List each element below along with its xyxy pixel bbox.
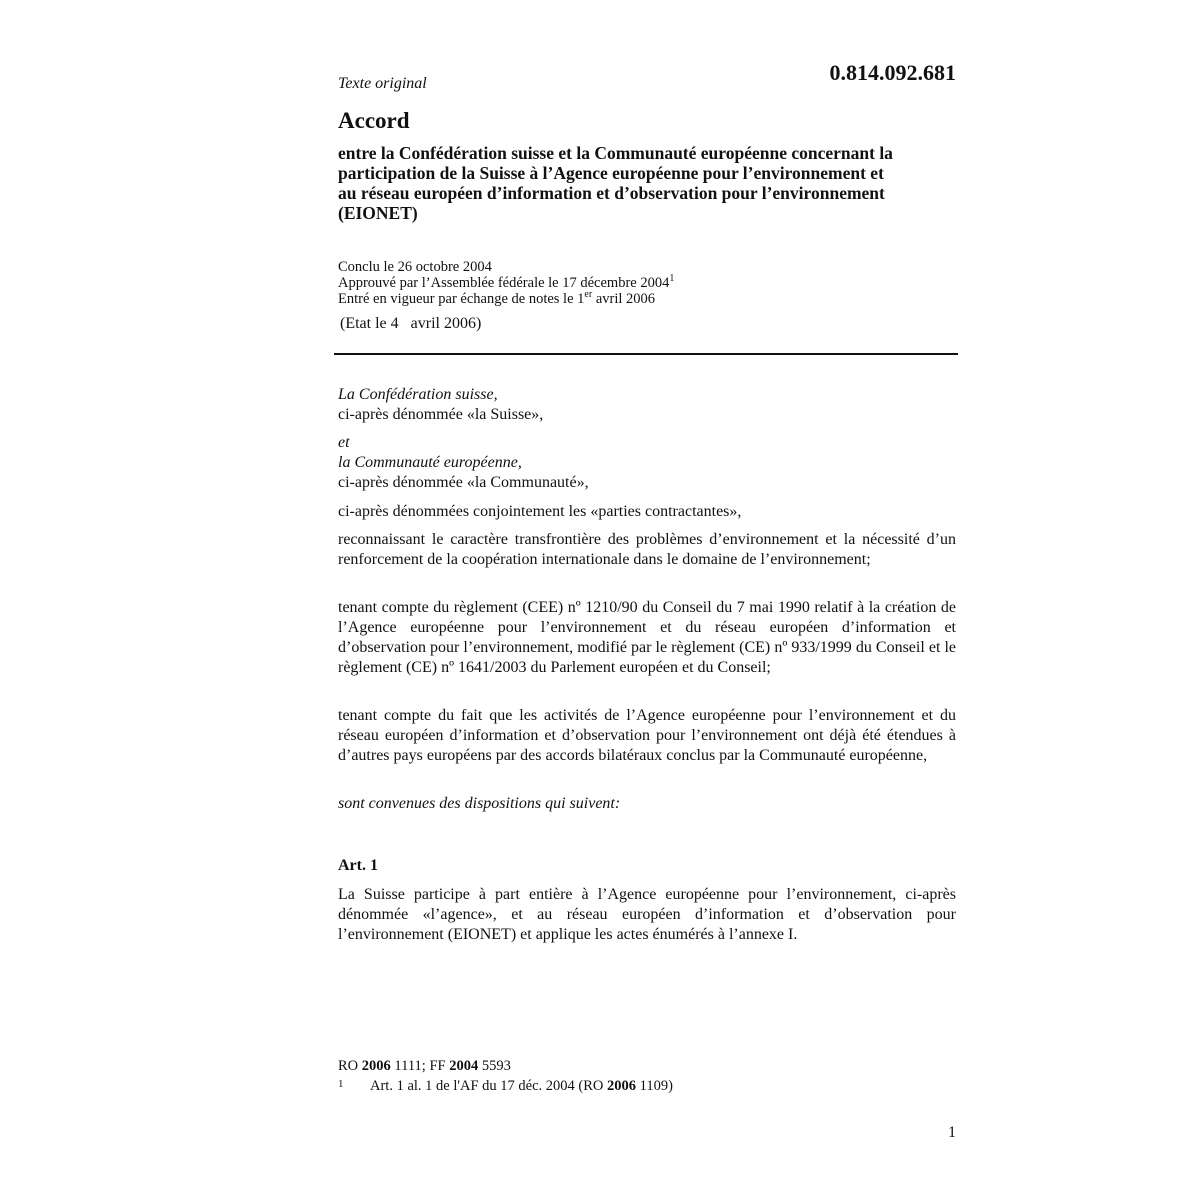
agreement-metadata [338,259,674,307]
recital-1: reconnaissant le caractère transfrontière des problèmes d’environnement et la nécessité d’un renforcement de la coopération internationale dans le domaine de l’environnement; [338,531,956,568]
status-date: (Etat le 4 avril 2006) [340,315,482,332]
footnote-number: 1 [338,1078,344,1090]
article-1-heading: Art. 1 [338,857,378,874]
footnote-1: 1 Art. 1 al. 1 de l'AF du 17 déc. 2004 (RO 2006 1109) [338,1078,673,1094]
recital-3: tenant compte du fait que les activités de l’Agence européenne pour l’environnement et du réseau européen d’information et d’observation pour l’environnement ont déjà été étendues à d’autres pays européens par des accords bilatéraux conclus par la Communauté européenne, [338,707,956,764]
agreement-title: Accord [338,108,410,133]
article-1-text: La Suisse participe à part entière à l’Agence européenne pour l’environnement, ci-après dénommée «l’agence», et au réseau européen d’information et d’observation pour l’environnement (EIONET) et applique les actes énumérés à l’annexe I. [338,886,956,943]
approval-date: Approuvé par l’Assemblée fédérale le 17 décembre 2004$^1$ [338,273,675,291]
conjunction: et [338,434,350,451]
party1-description: ci-après dénommée «la Suisse», [338,406,544,423]
jointly-clause: ci-après dénommées conjointement les «parties contractantes», [338,503,742,520]
entry-into-force: Entré en vigueur par échange de notes le 1er avril 2006 [338,289,656,307]
original-text-label: Texte original [338,75,427,92]
publication-reference: RO 2006 1111; FF 2004 5593 [338,1058,511,1074]
recital-2: tenant compte du règlement (CEE) nº 1210/90 du Conseil du 7 mai 1990 relatif à la création de l’Agence européenne pour l’environnement et du réseau européen d’information et d’observation pour l’environnement, modifié par le règlement (CE) nº 933/1999 du Conseil et le règlement (CE) nº 1641/2003 du Parlement européen et du Conseil; [338,599,956,676]
page-number: 1 [948,1124,956,1141]
party2-name: la Communauté européenne, [338,454,522,471]
document-number: 0.814.092.681 [829,60,956,85]
party2-description: ci-après dénommée «la Communauté», [338,474,589,491]
agreement-subtitle: entre la Confédération suisse et la Communauté européenne concernant la participation de la Suisse à l’Agence européenne pour l’environnement et au réseau européen d’information et d’observation pour l’environnement (EIONET) [338,143,893,223]
header-divider [334,353,958,355]
agreed-clause: sont convenues des dispositions qui suivent: [338,795,621,812]
party1-name: La Confédération suisse, [338,386,498,403]
footnote-ref[interactable]: 1 [669,273,675,285]
concluded-date: Conclu le 26 octobre 2004 [338,259,492,275]
